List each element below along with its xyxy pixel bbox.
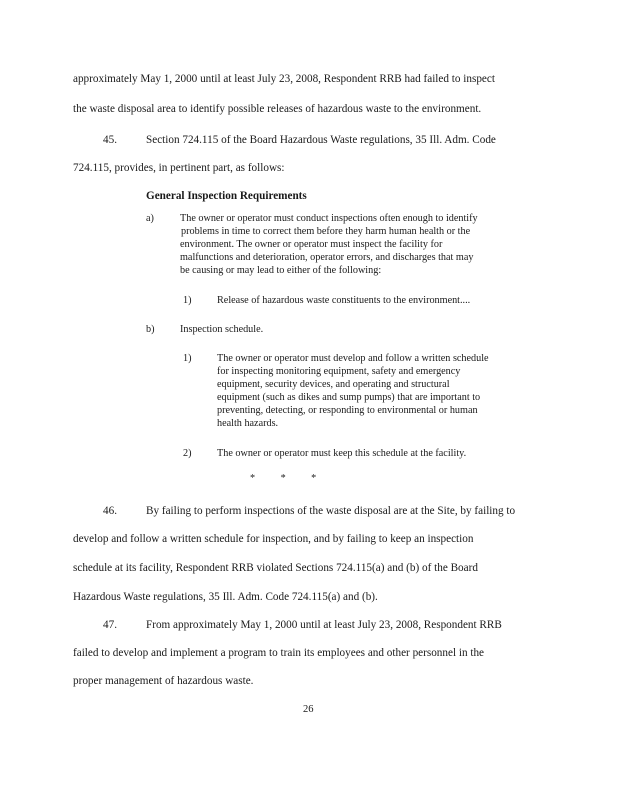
quote-b-item-1-line-5: preventing, detecting, or responding to environmental or human bbox=[217, 405, 478, 416]
para-46-line-1: By failing to perform inspections of the waste disposal are at the Site, by failing to bbox=[146, 505, 516, 517]
para-46-line-3: schedule at its facility, Respondent RRB violated Sections 724.115(a) and (b) of the Board bbox=[73, 562, 478, 574]
para-46-number: 46. bbox=[103, 505, 117, 517]
para-47-line-2: failed to develop and implement a program to train its employees and other personnel in the bbox=[73, 647, 485, 659]
para-45-number: 45. bbox=[103, 134, 117, 146]
quote-b-text: Inspection schedule. bbox=[180, 324, 264, 335]
para-47-line-3: proper management of hazardous waste. bbox=[73, 675, 254, 687]
quote-b-item-1-line-1: The owner or operator must develop and follow a written schedule bbox=[217, 353, 489, 364]
quote-b-item-2-text: The owner or operator must keep this schedule at the facility. bbox=[217, 448, 467, 459]
quote-a-line-2: problems in time to correct them before they harm human health or the bbox=[181, 226, 471, 237]
quote-b-item-1-line-6: health hazards. bbox=[217, 418, 279, 429]
para-47-line-1: From approximately May 1, 2000 until at least July 23, 2008, Respondent RRB bbox=[146, 619, 502, 631]
quote-a-line-1: The owner or operator must conduct inspections often enough to identify bbox=[180, 213, 478, 224]
omission-asterisks: * * * bbox=[250, 473, 317, 484]
continued-text-line-2: the waste disposal area to identify possible releases of hazardous waste to the environment. bbox=[73, 103, 482, 115]
para-45-line-2: 724.115, provides, in pertinent part, as follows: bbox=[73, 162, 285, 174]
quote-b-item-1-line-4: equipment (such as dikes and sump pumps) that are important to bbox=[217, 392, 481, 403]
quote-a-line-3: environment. The owner or operator must inspect the facility for bbox=[180, 239, 443, 250]
para-46-line-2: develop and follow a written schedule for inspection, and by failing to keep an inspection bbox=[73, 533, 474, 545]
quote-heading: General Inspection Requirements bbox=[146, 190, 307, 202]
quote-b-item-1-line-2: for inspecting monitoring equipment, safety and emergency bbox=[217, 366, 461, 377]
para-46-line-4: Hazardous Waste regulations, 35 Ill. Adm. Code 724.115(a) and (b). bbox=[73, 591, 378, 603]
quote-a-line-4: malfunctions and deterioration, operator errors, and discharges that may bbox=[180, 252, 474, 263]
quote-b-label: b) bbox=[146, 324, 155, 335]
continued-text-line-1: approximately May 1, 2000 until at least July 23, 2008, Respondent RRB had failed to inspect bbox=[73, 73, 495, 85]
quote-b-item-2-label: 2) bbox=[183, 448, 192, 459]
quote-a-label: a) bbox=[146, 213, 154, 224]
quote-a-item-1-label: 1) bbox=[183, 295, 192, 306]
quote-a-line-5: be causing or may lead to either of the following: bbox=[180, 265, 382, 276]
quote-a-item-1-text: Release of hazardous waste constituents to the environment.... bbox=[217, 295, 471, 306]
quote-b-item-1-label: 1) bbox=[183, 353, 192, 364]
para-47-number: 47. bbox=[103, 619, 117, 631]
quote-b-item-1-line-3: equipment, security devices, and operating and structural bbox=[217, 379, 450, 390]
page-number: 26 bbox=[303, 704, 314, 715]
para-45-line-1: Section 724.115 of the Board Hazardous Waste regulations, 35 Ill. Adm. Code bbox=[146, 134, 496, 146]
